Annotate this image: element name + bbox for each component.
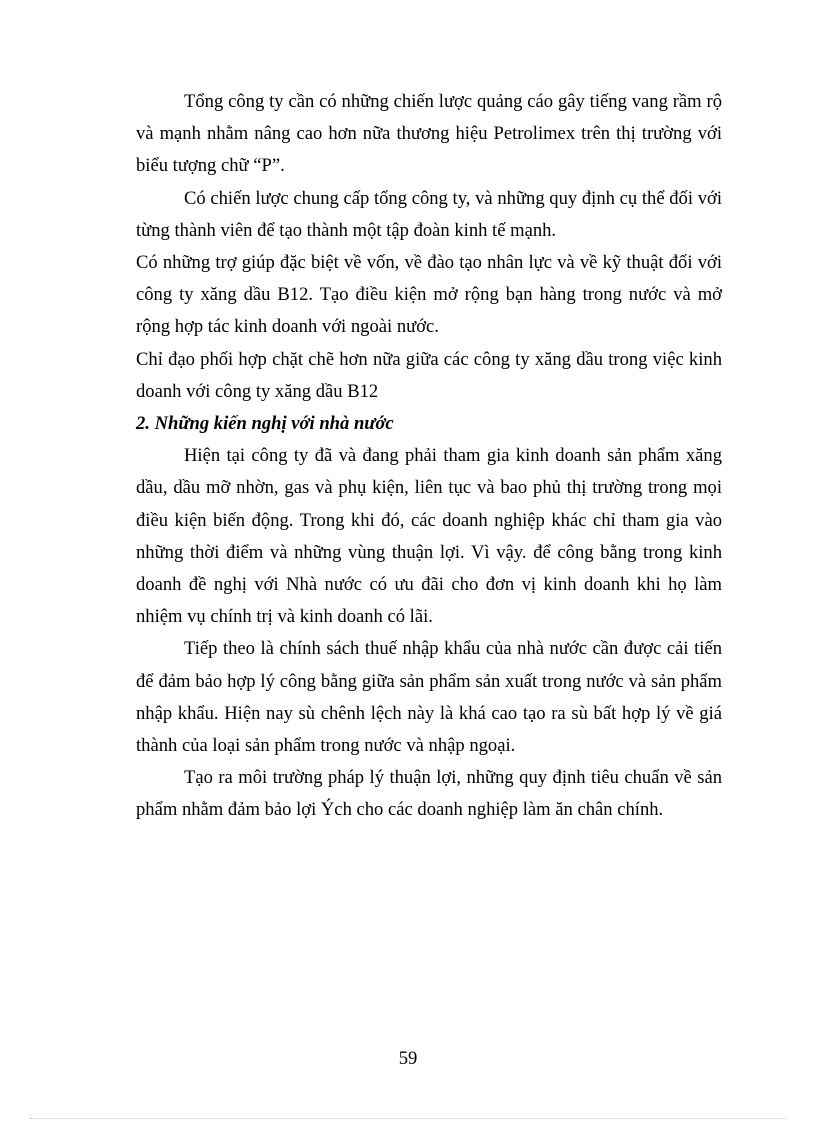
paragraph-advertising-strategy: Tổng công ty cần có những chiến lược quảng cáo gây tiếng vang rầm rộ và mạnh nhằm nâng cao hơn nữa thương hiệu Petrolimex trên thị trường với biểu tượng chữ “P”.: [136, 91, 722, 177]
paragraph-coordination: Chỉ đạo phối hợp chặt chẽ hơn nữa giữa các công ty xăng dầu trong việc kinh doanh với công ty xăng dầu B12: [136, 348, 722, 402]
paragraph-capital-support: Có những trợ giúp đặc biệt về vốn, về đào tạo nhân lực và về kỹ thuật đối với công ty xăng dầu B12. Tạo điều kiện mở rộng bạn hàng trong nước và mở rộng hợp tác kinh doanh với ngoài nước.: [136, 252, 722, 338]
section-heading: 2. Những kiến nghị với nhà nước: [136, 413, 394, 435]
body-text: [136, 86, 722, 827]
page-number: 59: [398, 1048, 418, 1069]
paragraph-current-situation: Hiện tại công ty đã và đang phải tham gia kinh doanh sản phẩm xăng dầu, dầu mỡ nhờn, gas và phụ kiện, liên tục và bao phủ thị trường trong mọi điều kiện biến động. Trong khi đó, các doanh nghiệp khác chỉ tham gia vào những thời điểm và những vùng thuận lợi. Vì vậy. để công bằng trong kinh doanh đề nghị với Nhà nước có ưu đãi cho đơn vị kinh doanh khi họ làm nhiệm vụ chính trị và kinh doanh có lãi.: [136, 445, 722, 628]
paragraph-import-tax: Tiếp theo là chính sách thuế nhập khẩu của nhà nước cần được cải tiến để đảm bảo hợp lý công bằng giữa sản phẩm sản xuất trong nước và sản phẩm nhập khẩu. Hiện nay sù chênh lệch này là khá cao tạo ra sù bất hợp lý về giá thành của loại sản phẩm trong nước và nhập ngoại.: [136, 638, 722, 757]
paragraph-common-strategy: Có chiến lược chung cấp tổng công ty, và những quy định cụ thể đối với từng thành viên để tạo thành một tập đoàn kinh tế mạnh.: [136, 187, 722, 241]
paragraph-legal-environment: Tạo ra môi trường pháp lý thuận lợi, những quy định tiêu chuẩn về sản phẩm nhằm đảm bảo lợi Ých cho các doanh nghiệp làm ăn chân chính.: [136, 767, 722, 821]
page-bottom-divider: [30, 1118, 786, 1119]
